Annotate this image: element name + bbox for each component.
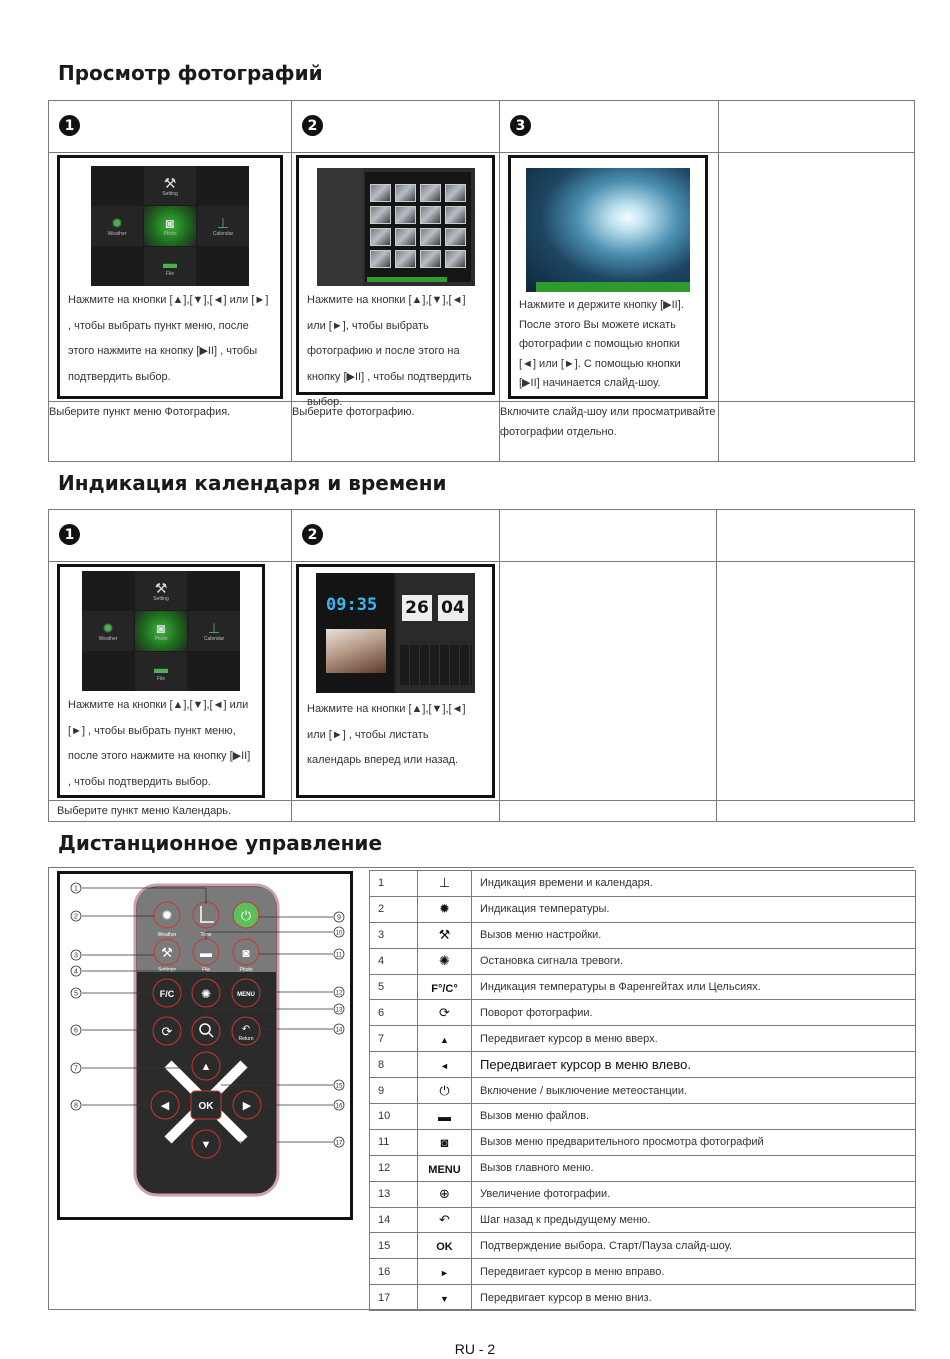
rotate-icon: ⟳ — [439, 1004, 450, 1020]
table-row — [370, 1129, 916, 1155]
callout-15: 15 — [335, 1083, 343, 1090]
key-number: 13 — [370, 1181, 418, 1207]
rotate-icon: ⟳ — [161, 1024, 173, 1039]
photo-steps-table — [48, 100, 915, 462]
key-symbol-cell — [418, 1129, 472, 1155]
key-symbol-cell — [418, 1052, 472, 1078]
callout-13: 13 — [335, 1007, 343, 1014]
table-row — [370, 1233, 916, 1259]
arrow-left-icon: ◄ — [440, 1061, 449, 1072]
cal-step-2-cell — [292, 562, 500, 801]
callout-2: 2 — [74, 913, 78, 921]
callout-6: 6 — [74, 1027, 78, 1035]
key-number: 6 — [370, 1000, 418, 1026]
power-icon: ⏻ — [240, 908, 252, 923]
main-menu-screenshot — [82, 571, 240, 691]
remote-label-fc: F/C — [159, 989, 175, 999]
left-button[interactable] — [151, 1091, 179, 1119]
key-description: Вызов меню предварительного просмотра фотографий — [472, 1129, 916, 1155]
table-row — [370, 922, 916, 948]
calendar-month: 04 — [438, 595, 468, 621]
key-symbol-cell — [418, 1155, 472, 1181]
photo-browser-screenshot — [317, 168, 475, 286]
key-symbol-cell — [418, 1285, 472, 1311]
weather-sun-icon: ✹ — [439, 901, 450, 917]
key-description: Поворот фотографии. — [472, 1000, 916, 1026]
calendar-l-icon: ⊥ — [207, 619, 221, 636]
settings-tools-icon: ⚒ — [154, 579, 168, 596]
remote-label-menu: MENU — [237, 992, 255, 998]
key-label: F°/C° — [431, 982, 458, 995]
key-description: Передвигает курсор в меню влево. — [472, 1052, 916, 1078]
cal-step-2-frame — [296, 564, 495, 798]
step-number-cell — [292, 101, 500, 153]
folder-icon: ▬ — [163, 255, 177, 272]
key-description: Увеличение фотографии. — [472, 1181, 916, 1207]
power-button[interactable] — [233, 902, 259, 928]
camera-icon: ◙ — [242, 946, 250, 960]
arrow-down-icon: ▼ — [200, 1139, 212, 1151]
key-symbol-cell — [418, 1104, 472, 1130]
step-3-text: Нажмите и держите кнопку [▶II]. После этого Вы можете искать фотографии с помощью кнопки [◄] или [►]. С помощью кнопки [▶II] начинается слайд-шоу. — [519, 299, 684, 389]
key-symbol-cell — [418, 1078, 472, 1104]
step-2-caption: Выберите фотографию. — [292, 402, 500, 462]
empty-cell — [717, 562, 915, 801]
empty-cell — [719, 101, 915, 153]
settings-tools-icon: ⚒ — [163, 174, 177, 191]
menu-label-setting: Setting — [162, 190, 178, 197]
table-row — [370, 1285, 916, 1311]
key-description: Передвигает курсор в меню вниз. — [472, 1285, 916, 1311]
step-3-frame — [508, 155, 708, 399]
callout-16: 16 — [335, 1103, 343, 1110]
table-row — [370, 1078, 916, 1104]
remote-label-weather: Weather — [157, 932, 177, 938]
arrow-down-icon: ▼ — [440, 1294, 449, 1305]
calendar-l-icon: ⊥ — [216, 214, 230, 231]
empty-cell — [292, 801, 500, 822]
section-photo-heading: Просмотр фотографий — [58, 61, 323, 85]
empty-cell — [719, 402, 915, 462]
key-description: Передвигает курсор в меню вверх. — [472, 1026, 916, 1052]
step-number-3: 3 — [510, 115, 531, 136]
calendar-day: 26 — [402, 595, 432, 621]
down-button[interactable] — [192, 1130, 220, 1158]
key-number: 8 — [370, 1052, 418, 1078]
key-symbol-cell — [418, 922, 472, 948]
ok-button[interactable] — [191, 1091, 221, 1119]
remote-control-drawing — [60, 874, 350, 1217]
step-2-cell — [292, 153, 500, 408]
callout-9: 9 — [337, 914, 341, 922]
key-symbol-cell — [418, 1026, 472, 1052]
step-1-cell — [49, 153, 292, 402]
key-description: Вызов главного меню. — [472, 1155, 916, 1181]
cal-step-1-text: Нажмите на кнопки [▲],[▼],[◄] или [►] , чтобы выбрать пункт меню, после этого нажмите на кнопку [▶II] , чтобы подтвердить выбор. — [68, 699, 251, 788]
arrow-left-icon: ◀ — [160, 1100, 170, 1112]
key-number: 5 — [370, 974, 418, 1000]
weather-sun-icon: ✹ — [102, 619, 114, 636]
folder-icon: ▬ — [154, 660, 168, 677]
clock-readout: 09:35 — [326, 595, 378, 615]
empty-cell — [500, 562, 717, 801]
callout-7: 7 — [74, 1065, 78, 1073]
key-symbol-cell — [418, 896, 472, 922]
key-description: Индикация времени и календаря. — [472, 871, 916, 897]
cal-step-1-frame — [57, 564, 265, 798]
key-number: 3 — [370, 922, 418, 948]
menu-label-setting: Setting — [153, 595, 169, 602]
key-label: OK — [436, 1241, 453, 1254]
callout-10: 10 — [335, 930, 343, 937]
main-menu-screenshot — [91, 166, 249, 286]
empty-cell — [719, 153, 915, 402]
step-3-caption: Включите слайд-шоу или просматривайте фотографии отдельно. — [500, 402, 719, 462]
callout-17: 17 — [335, 1140, 343, 1147]
right-button[interactable] — [233, 1091, 261, 1119]
table-row — [370, 1181, 916, 1207]
key-label: MENU — [428, 1163, 461, 1176]
key-description: Остановка сигнала тревоги. — [472, 948, 916, 974]
page-number: RU - 2 — [454, 1341, 496, 1357]
table-row — [370, 974, 916, 1000]
menu-label-calendar: Calendar — [212, 230, 234, 237]
up-button[interactable] — [192, 1052, 220, 1080]
cal-step-1-cell — [49, 562, 292, 801]
alarm-stop-icon: ✺ — [439, 953, 450, 969]
key-number: 17 — [370, 1285, 418, 1311]
remote-label-settings: Settings — [157, 967, 177, 973]
key-number: 15 — [370, 1233, 418, 1259]
arrow-right-icon: ▶ — [242, 1100, 252, 1112]
table-row — [370, 1052, 916, 1078]
menu-label-photo: Photo — [154, 635, 168, 642]
callout-11: 11 — [335, 952, 343, 959]
calendar-steps-table — [48, 509, 915, 822]
folder-icon: ▬ — [200, 946, 212, 960]
table-row — [370, 896, 916, 922]
menu-label-photo: Photo — [163, 230, 177, 237]
step-1-frame — [57, 155, 283, 399]
step-number-2: 2 — [302, 115, 323, 136]
key-symbol-cell — [418, 1207, 472, 1233]
section-calendar-heading: Индикация календаря и времени — [58, 471, 447, 495]
key-symbol-cell — [418, 974, 472, 1000]
empty-cell — [717, 510, 915, 562]
step-1-caption: Выберите пункт меню Фотография. — [49, 402, 292, 462]
arrow-up-icon: ▲ — [200, 1061, 212, 1073]
table-row — [370, 1155, 916, 1181]
weather-sun-icon: ✹ — [111, 214, 123, 231]
remote-keys-table — [369, 870, 916, 1311]
camera-icon: ◙ — [440, 1134, 449, 1150]
key-number: 7 — [370, 1026, 418, 1052]
table-row — [370, 1104, 916, 1130]
key-symbol-cell — [418, 948, 472, 974]
settings-tools-icon: ⚒ — [438, 927, 451, 943]
key-description: Передвигает курсор в меню вправо. — [472, 1259, 916, 1285]
step-number-2: 2 — [302, 524, 323, 545]
key-number: 4 — [370, 948, 418, 974]
callout-14: 14 — [335, 1027, 343, 1034]
remote-label-ok: OK — [198, 1101, 214, 1112]
menu-label-file: File — [165, 271, 175, 278]
section-remote-heading: Дистанционное управление — [58, 831, 383, 855]
key-number: 9 — [370, 1078, 418, 1104]
step-number-1: 1 — [59, 115, 80, 136]
weather-sun-icon: ✹ — [161, 907, 173, 923]
key-description: Индикация температуры в Фаренгейтах или Цельсиях. — [472, 974, 916, 1000]
key-description: Индикация температуры. — [472, 896, 916, 922]
menu-label-weather: Weather — [107, 230, 127, 237]
callout-4: 4 — [74, 968, 78, 976]
callout-12: 12 — [335, 990, 343, 997]
step-2-frame — [296, 155, 495, 408]
camera-icon: ◙ — [165, 214, 175, 231]
remote-label-time: Time — [200, 932, 212, 938]
key-symbol-cell — [418, 1259, 472, 1285]
step-number-1: 1 — [59, 524, 80, 545]
cal-step-1-caption: Выберите пункт меню Календарь. — [49, 801, 292, 822]
arrow-up-icon: ▲ — [440, 1035, 449, 1046]
remote-label-file: File — [201, 967, 211, 973]
empty-cell — [717, 801, 915, 822]
return-icon: ↶ — [439, 1212, 450, 1228]
slideshow-screenshot — [526, 168, 690, 292]
table-row — [370, 1259, 916, 1285]
table-row — [370, 1026, 916, 1052]
step-number-cell — [292, 510, 500, 562]
table-row — [370, 871, 916, 897]
calendar-screenshot — [316, 573, 475, 693]
key-description: Подтверждение выбора. Старт/Пауза слайд-шоу. — [472, 1233, 916, 1259]
key-symbol-cell — [418, 1233, 472, 1259]
menu-label-file: File — [156, 676, 166, 683]
alarm-stop-icon: ✺ — [200, 987, 212, 1001]
remote-label-return: Return — [238, 1036, 254, 1042]
camera-icon: ◙ — [156, 619, 166, 636]
callout-5: 5 — [74, 990, 78, 998]
menu-label-weather: Weather — [98, 635, 118, 642]
key-description: Вызов меню настройки. — [472, 922, 916, 948]
step-3-cell — [500, 153, 719, 402]
key-symbol-cell — [418, 1000, 472, 1026]
remote-illustration-frame — [57, 871, 353, 1220]
empty-cell — [500, 801, 717, 822]
step-1-text: Нажмите на кнопки [▲],[▼],[◄] или [►] , чтобы выбрать пункт меню, после этого нажмите на кнопку [▶II] , чтобы подтвердить выбор. — [68, 294, 269, 383]
key-description: Шаг назад к предыдущему меню. — [472, 1207, 916, 1233]
menu-label-calendar: Calendar — [203, 635, 225, 642]
folder-icon: ▬ — [438, 1108, 451, 1124]
power-icon: ⏻ — [439, 1082, 450, 1098]
cal-step-2-text: Нажмите на кнопки [▲],[▼],[◄] или [►] , чтобы листать календарь вперед или назад. — [307, 703, 466, 766]
callout-8: 8 — [74, 1102, 78, 1110]
empty-cell — [500, 510, 717, 562]
key-number: 11 — [370, 1129, 418, 1155]
key-description: Вызов меню файлов. — [472, 1104, 916, 1130]
step-number-cell — [500, 101, 719, 153]
table-row — [370, 948, 916, 974]
table-row — [370, 1207, 916, 1233]
key-number: 10 — [370, 1104, 418, 1130]
arrow-right-icon: ► — [440, 1268, 449, 1279]
key-number: 2 — [370, 896, 418, 922]
key-symbol-cell — [418, 1181, 472, 1207]
step-number-cell — [49, 510, 292, 562]
settings-tools-icon: ⚒ — [161, 945, 173, 960]
table-row — [370, 1000, 916, 1026]
key-description: Включение / выключение метеостанции. — [472, 1078, 916, 1104]
step-number-cell — [49, 101, 292, 153]
step-2-text: Нажмите на кнопки [▲],[▼],[◄] или [►], чтобы выбрать фотографию и после этого на кнопку [▶II] , чтобы подтвердить выбор. — [307, 294, 472, 408]
key-number: 16 — [370, 1259, 418, 1285]
return-icon: ↶ — [241, 1024, 251, 1035]
key-number: 14 — [370, 1207, 418, 1233]
key-symbol-cell — [418, 871, 472, 897]
calendar-l-icon: ⊥ — [438, 875, 451, 891]
zoom-icon: ⊕ — [439, 1186, 450, 1202]
remote-label-photo: Photo — [239, 967, 253, 973]
callout-3: 3 — [74, 952, 78, 960]
key-number: 1 — [370, 871, 418, 897]
key-number: 12 — [370, 1155, 418, 1181]
callout-1: 1 — [74, 885, 78, 893]
